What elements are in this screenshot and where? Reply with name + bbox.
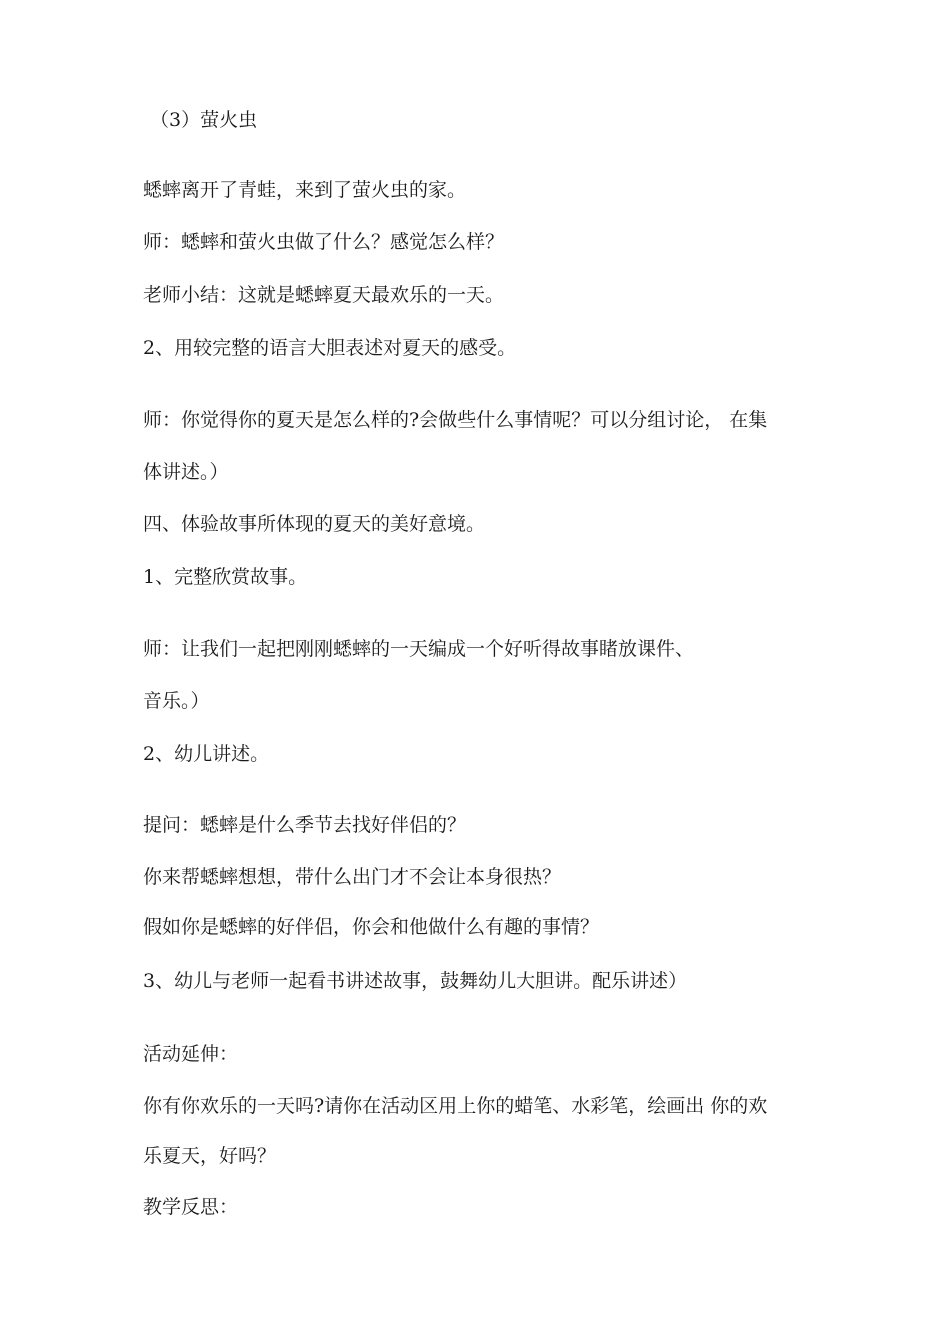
- paragraph-line: 体讲述。）: [143, 461, 229, 483]
- list-item-heading: 2、幼儿讲述。: [143, 743, 270, 765]
- list-item-heading: 3、幼儿与老师一起看书讲述故事，鼓舞幼儿大胆讲。配乐讲述）: [143, 970, 688, 992]
- paragraph-line: 老师小结：这就是蟋蟀夏天最欢乐的一天。: [143, 284, 505, 306]
- paragraph-line: 你有你欢乐的一天吗?请你在活动区用上你的蜡笔、水彩笔，绘画出 你的欢: [143, 1095, 768, 1117]
- list-item-heading: 2、用较完整的语言大胆表述对夏天的感受。: [143, 337, 517, 359]
- section-heading: 活动延伸：: [143, 1043, 239, 1065]
- paragraph-line: 师：让我们一起把刚刚蟋蟀的一天编成一个好听得故事睹放课件、: [143, 638, 695, 660]
- paragraph-line: 师：你觉得你的夏天是怎么样的?会做些什么事情呢？可以分组讨论， 在集: [143, 409, 768, 431]
- paragraph-line: 音乐。）: [143, 690, 210, 712]
- section-heading: 教学反思：: [143, 1196, 239, 1218]
- section-heading: 四、体验故事所体现的夏天的美好意境。: [143, 513, 486, 535]
- question-line: 你来帮蟋蟀想想，带什么出门才不会让本身很热？: [143, 866, 562, 888]
- paragraph-line: 蟋蟀离开了青蛙，来到了萤火虫的家。: [143, 179, 467, 201]
- question-line: 假如你是蟋蟀的好伴侣，你会和他做什么有趣的事情？: [143, 916, 600, 938]
- question-line: 提问：蟋蟀是什么季节去找好伴侣的？: [143, 814, 467, 836]
- list-item-heading: 1、完整欣赏故事。: [143, 566, 308, 588]
- section-heading-firefly: （3）萤火虫: [150, 109, 258, 131]
- paragraph-line: 乐夏天，好吗？: [143, 1145, 277, 1167]
- paragraph-line: 师：蟋蟀和萤火虫做了什么？感觉怎么样？: [143, 231, 505, 253]
